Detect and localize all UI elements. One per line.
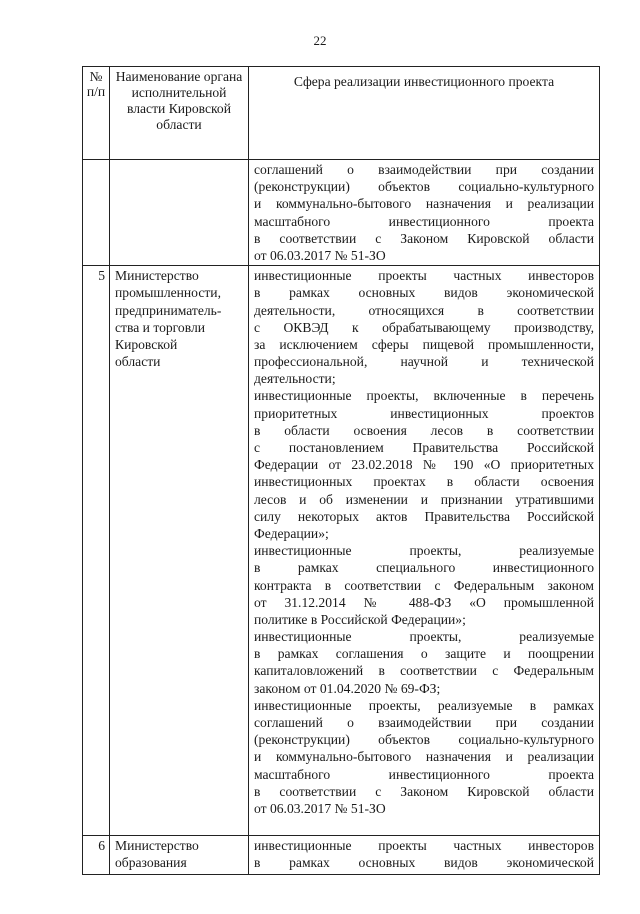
- scope-line: с ОКВЭД к обрабатывающему производству,: [254, 319, 594, 335]
- scope-line: профессиональной, научной и технической: [254, 354, 594, 370]
- scope-line: за исключением сферы пищевой промышленности,: [254, 336, 594, 352]
- scope-line: масштабного инвестиционного проекта: [254, 213, 594, 229]
- scope-line: инвестиционные проекты, включенные в перечень: [254, 388, 594, 404]
- page-number: 22: [313, 33, 327, 48]
- scope-line: деятельности, относящихся в соответствии: [254, 302, 594, 318]
- row-scope: [249, 836, 600, 875]
- scope-line: от 31.12.2014 № 488-ФЗ «О промышленной: [254, 594, 594, 610]
- row-scope: [249, 266, 600, 836]
- row-scope: [249, 160, 600, 266]
- scope-line: (реконструкции) объектов социально-культурного: [254, 732, 594, 748]
- organization-line: ства и торговли: [115, 319, 206, 335]
- row-number: 6: [83, 836, 110, 875]
- scope-line: (реконструкции) объектов социально-культурного: [254, 179, 594, 195]
- organization-line: Кировской: [115, 336, 178, 352]
- scope-line: с постановлением Правительства Российской: [254, 440, 594, 455]
- organization-line: Министерство: [115, 268, 199, 284]
- scope-line: в рамках основных видов экономической: [254, 855, 594, 871]
- scope-line: в рамках специального инвестиционного: [254, 560, 594, 576]
- scope-line: инвестиционные проекты частных инвесторов: [254, 838, 594, 854]
- table-row: [83, 836, 600, 875]
- organization-line: предприниматель-: [115, 302, 222, 318]
- row-organization: [110, 160, 249, 266]
- scope-line: в соответствии с Законом Кировской области: [254, 783, 594, 799]
- scope-line: Федерации от 23.02.2018 № 190 «О приоритетных: [254, 457, 594, 473]
- organization-line: образования: [115, 855, 187, 871]
- scope-line: силу некоторых актов Правительства Российской: [254, 508, 594, 524]
- scope-line: Федерации»;: [254, 525, 329, 541]
- scope-line: соглашений о взаимодействии при создании: [254, 162, 594, 177]
- scope-line: капиталовложений в соответствии с Федеральным: [254, 663, 594, 679]
- scope-line: законом от 01.04.2020 № 69-ФЗ;: [254, 680, 441, 696]
- scope-line: приоритетных инвестиционных проектов: [254, 405, 594, 421]
- header-number: № п/п: [83, 67, 110, 160]
- scope-line: от 06.03.2017 № 51-ЗО: [254, 247, 386, 263]
- header-scope: Сфера реализации инвестиционного проекта: [249, 67, 600, 160]
- row-organization: [110, 266, 249, 836]
- scope-line: инвестиционные проекты, реализуемые: [254, 629, 594, 645]
- row-number: 5: [83, 266, 110, 836]
- table-header-row: [83, 67, 600, 160]
- investment-scope-table: [82, 66, 600, 875]
- row-number: [83, 160, 110, 266]
- scope-line: контракта в соответствии с Федеральным законом: [254, 577, 594, 593]
- table-row: [83, 266, 600, 836]
- header-organization: Наименование органа исполнительной власти Кировской области: [110, 67, 249, 160]
- scope-line: в соответствии с Законом Кировской области: [254, 230, 594, 246]
- table-row: [83, 160, 600, 266]
- organization-line: промышленности,: [115, 285, 221, 301]
- scope-line: в области освоения лесов в соответствии: [254, 422, 594, 438]
- scope-line: инвестиционных проектах в области освоения: [254, 474, 594, 490]
- scope-line: инвестиционные проекты частных инвесторов: [254, 268, 594, 284]
- scope-line: инвестиционные проекты, реализуемые: [254, 543, 594, 559]
- scope-line: политике в Российской Федерации»;: [254, 611, 466, 627]
- scope-line: и коммунально-бытового назначения и реализации: [254, 196, 594, 212]
- scope-line: деятельности;: [254, 371, 336, 387]
- scope-line: лесов и об изменении и признании утратившими: [254, 491, 594, 507]
- organization-line: области: [115, 354, 161, 370]
- scope-line: и коммунально-бытового назначения и реализации: [254, 749, 594, 765]
- scope-line: инвестиционные проекты, реализуемые в рамках: [254, 697, 594, 713]
- scope-line: в рамках соглашения о защите и поощрении: [254, 646, 594, 662]
- scope-line: в рамках основных видов экономической: [254, 285, 594, 301]
- scope-line: от 06.03.2017 № 51-ЗО: [254, 800, 386, 816]
- scope-line: соглашений о взаимодействии при создании: [254, 715, 594, 730]
- organization-line: Министерство: [115, 838, 199, 854]
- row-organization: [110, 836, 249, 875]
- scope-line: масштабного инвестиционного проекта: [254, 766, 594, 782]
